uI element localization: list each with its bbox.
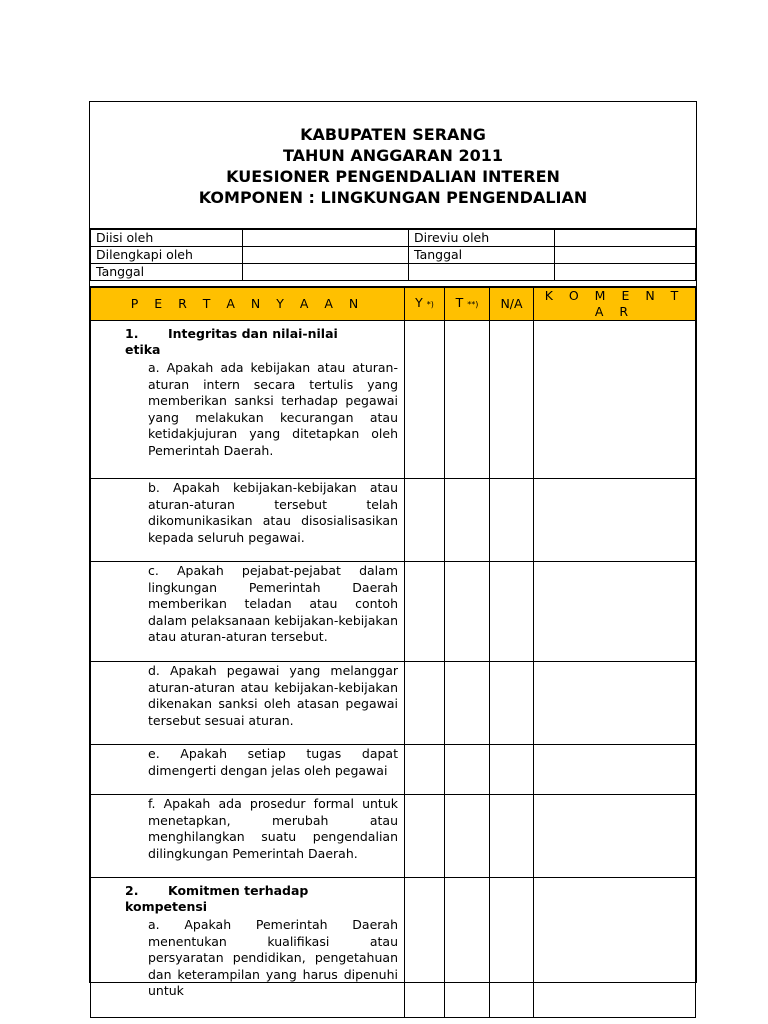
- section-title-continued: kompetensi: [125, 899, 208, 914]
- yes-cell[interactable]: [405, 662, 445, 745]
- question-row: [91, 479, 696, 562]
- question-cell: [91, 795, 405, 878]
- col-question-header: P E R T A N Y A A N: [91, 288, 405, 321]
- no-cell[interactable]: [445, 878, 490, 1018]
- document-header: [90, 102, 696, 229]
- question-text: a. Apakah Pemerintah Daerah menentukan kualifikasi atau persyaratan pendidikan, pengetahuan dan keterampilan yang harus dipenuhi untuk: [148, 917, 398, 998]
- section-title-text: Integritas dan nilai-nilai: [168, 326, 338, 341]
- yes-cell[interactable]: [405, 745, 445, 795]
- question-row: [91, 795, 696, 878]
- section-number: 2.: [125, 883, 139, 898]
- col-no-header: [445, 288, 490, 321]
- question-cell: [91, 321, 405, 479]
- na-cell[interactable]: [490, 562, 534, 662]
- reviewed-by-label: Direviu oleh: [409, 230, 555, 247]
- question-text: a. Apakah ada kebijakan atau aturan-aturan intern secara tertulis yang memberikan sanksi terhadap pegawai yang melakukan kecurangan atau ketidakjujuran yang ditetapkan oleh Pemerintah Daerah.: [148, 360, 398, 458]
- no-cell[interactable]: [445, 321, 490, 479]
- yes-cell[interactable]: [405, 479, 445, 562]
- section-title-continued: etika: [125, 342, 161, 357]
- question-table-header: [91, 288, 696, 321]
- question-text: f. Apakah ada prosedur formal untuk menetapkan, merubah atau menghilangkan suatu pengendalian dilingkungan Pemerintah Daerah.: [148, 796, 398, 861]
- section-number: 1.: [125, 326, 139, 341]
- question-row: [91, 662, 696, 745]
- yes-cell[interactable]: [405, 878, 445, 1018]
- comment-cell[interactable]: [534, 795, 696, 878]
- question-text: d. Apakah pegawai yang melanggar aturan-aturan atau kebijakan-kebijakan dikenakan sanksi oleh atasan pegawai tersebut sesuai aturan.: [148, 663, 398, 728]
- comment-cell[interactable]: [534, 479, 696, 562]
- comment-cell[interactable]: [534, 745, 696, 795]
- no-cell[interactable]: [445, 479, 490, 562]
- no-cell[interactable]: [445, 795, 490, 878]
- question-cell: [91, 479, 405, 562]
- info-table: [90, 229, 696, 281]
- col-yes-mark: *): [426, 300, 434, 309]
- yes-cell[interactable]: [405, 321, 445, 479]
- no-cell[interactable]: [445, 745, 490, 795]
- col-na-header: N/A: [490, 288, 534, 321]
- na-cell[interactable]: [490, 479, 534, 562]
- na-cell[interactable]: [490, 795, 534, 878]
- blank-cell: [409, 264, 555, 281]
- comment-cell[interactable]: [534, 562, 696, 662]
- reviewed-by-value[interactable]: [555, 230, 696, 247]
- question-text: b. Apakah kebijakan-kebijakan atau aturan-aturan tersebut telah dikomunikasikan atau disosialisasikan kepada seluruh pegawai.: [148, 480, 398, 545]
- na-cell[interactable]: [490, 321, 534, 479]
- header-line-questionnaire: KUESIONER PENGENDALIAN INTEREN: [226, 167, 560, 186]
- questionnaire-page: [89, 101, 697, 998]
- question-cell: [91, 878, 405, 1018]
- question-text: e. Apakah setiap tugas dapat dimengerti dengan jelas oleh pegawai: [148, 746, 398, 778]
- question-cell: [91, 745, 405, 795]
- question-row: [91, 745, 696, 795]
- section-title: [91, 878, 404, 899]
- comment-cell[interactable]: [534, 662, 696, 745]
- header-line-regency: KABUPATEN SERANG: [300, 125, 486, 144]
- comment-cell[interactable]: [534, 878, 696, 1018]
- section-title-text: Komitmen terhadap: [168, 883, 309, 898]
- question-cell: [91, 662, 405, 745]
- question-table: [90, 287, 696, 1018]
- col-comment-header: K O M E N T A R: [534, 288, 696, 321]
- completed-by-label: Dilengkapi oleh: [91, 247, 243, 264]
- no-cell[interactable]: [445, 662, 490, 745]
- col-no-label: T: [455, 295, 464, 310]
- question-cell: [91, 562, 405, 662]
- date-value[interactable]: [243, 264, 409, 281]
- col-yes-header: [405, 288, 445, 321]
- review-date-label: Tanggal: [409, 247, 555, 264]
- header-line-fiscal-year: TAHUN ANGGARAN 2011: [282, 146, 503, 165]
- filled-by-value[interactable]: [243, 230, 409, 247]
- filled-by-label: Diisi oleh: [91, 230, 243, 247]
- na-cell[interactable]: [490, 745, 534, 795]
- na-cell[interactable]: [490, 662, 534, 745]
- review-date-value[interactable]: [555, 247, 696, 264]
- question-row: [91, 878, 696, 1018]
- no-cell[interactable]: [445, 562, 490, 662]
- completed-by-value[interactable]: [243, 247, 409, 264]
- date-label: Tanggal: [91, 264, 243, 281]
- question-row: [91, 562, 696, 662]
- question-text: c. Apakah pejabat-pejabat dalam lingkungan Pemerintah Daerah memberikan teladan atau contoh dalam pelaksanaan kebijakan-kebijakan atau aturan-aturan tersebut.: [148, 563, 398, 644]
- col-yes-label: Y: [415, 295, 423, 310]
- question-row: [91, 321, 696, 479]
- col-no-mark: **): [467, 300, 479, 309]
- blank-cell: [555, 264, 696, 281]
- section-title: [91, 321, 404, 342]
- yes-cell[interactable]: [405, 562, 445, 662]
- na-cell[interactable]: [490, 878, 534, 1018]
- yes-cell[interactable]: [405, 795, 445, 878]
- header-line-component: KOMPONEN : LINGKUNGAN PENGENDALIAN: [198, 188, 588, 207]
- comment-cell[interactable]: [534, 321, 696, 479]
